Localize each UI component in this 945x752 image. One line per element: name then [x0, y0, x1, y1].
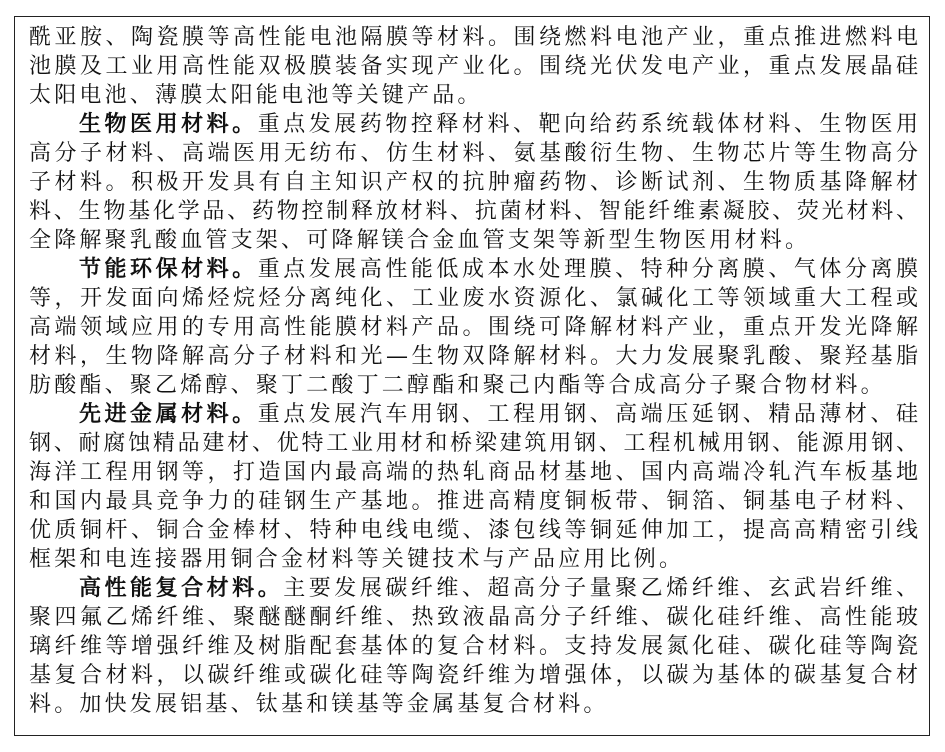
- line-text: 钢、耐腐蚀精品建材、优特工业用材和桥梁建筑用钢、工程机械用钢、能源用钢、: [29, 431, 919, 456]
- line-text: 璃纤维等增强纤维及树脂配套基体的复合材料。支持发展氮化硅、碳化硅等陶瓷: [29, 634, 919, 659]
- paragraph-line: [29, 632, 919, 661]
- line-text: 料、生物基化学品、药物控制释放材料、抗菌材料、智能纤维素凝胶、荧光材料、: [29, 199, 919, 224]
- line-text: 酰亚胺、陶瓷膜等高性能电池隔膜等材料。围绕燃料电池产业，重点推进燃料电: [29, 25, 919, 50]
- line-text: 重点发展高性能低成本水处理膜、特种分离膜、气体分离膜: [257, 257, 919, 282]
- paragraph-line: [29, 168, 919, 197]
- line-text: 高端领域应用的专用高性能膜材料产品。围绕可降解材料产业，重点开发光降解: [29, 315, 919, 340]
- paragraph-line: [29, 110, 919, 139]
- section-heading: 节能环保材料。: [79, 256, 258, 282]
- line-text: 框架和电连接器用铜合金材料等关键技术与产品应用比例。: [29, 547, 685, 572]
- paragraph-line: [29, 313, 919, 342]
- paragraph-line: [29, 255, 919, 284]
- line-text: 子材料。积极开发具有自主知识产权的抗肿瘤药物、诊断试剂、生物质基降解材: [29, 170, 919, 195]
- paragraph-line: [29, 23, 919, 52]
- paragraph-line: [29, 487, 919, 516]
- line-text: 优质铜杆、铜合金棒材、特种电线电缆、漆包线等铜延伸加工，提高高精密引线: [29, 518, 919, 543]
- line-text: 重点发展汽车用钢、工程用钢、高端压延钢、精品薄材、硅: [257, 402, 919, 427]
- paragraph-line: [29, 661, 919, 690]
- paragraph-line: [29, 690, 919, 719]
- paragraph-line: [29, 429, 919, 458]
- paragraph-line: [29, 371, 919, 400]
- line-text: 基复合材料，以碳纤维或碳化硅等陶瓷纤维为增强体，以碳为基体的碳基复合材: [29, 663, 919, 688]
- line-text: 等，开发面向烯烃烷烃分离纯化、工业废水资源化、氯碱化工等领域重大工程或: [29, 286, 919, 311]
- paragraph-line: [29, 400, 919, 429]
- paragraph-line: [29, 284, 919, 313]
- paragraph-line: [29, 545, 919, 574]
- paragraph-line: [29, 226, 919, 255]
- section-heading: 生物医用材料。: [79, 111, 258, 137]
- line-text: 肪酸酯、聚乙烯醇、聚丁二酸丁二醇酯和聚己内酯等合成高分子聚合物材料。: [29, 373, 886, 398]
- line-text: 和国内最具竞争力的硅钢生产基地。推进高精度铜板带、铜箔、铜基电子材料、: [29, 489, 919, 514]
- line-text: 重点发展药物控释材料、靶向给药系统载体材料、生物医用: [257, 112, 919, 137]
- paragraph-line: [29, 516, 919, 545]
- line-text: 池膜及工业用高性能双极膜装备实现产业化。围绕光伏发电产业，重点发展晶硅: [29, 54, 919, 79]
- line-text: 聚四氟乙烯纤维、聚醚醚酮纤维、热致液晶高分子纤维、碳化硅纤维、高性能玻: [29, 605, 919, 630]
- line-text: 材料，生物降解高分子材料和光—生物双降解材料。大力发展聚乳酸、聚羟基脂: [29, 344, 919, 369]
- line-text: 全降解聚乳酸血管支架、可降解镁合金血管支架等新型生物医用材料。: [29, 228, 811, 253]
- paragraph-line: [29, 603, 919, 632]
- paragraph-line: [29, 52, 919, 81]
- line-text: 高分子材料、高端医用无纺布、仿生材料、氨基酸衍生物、生物芯片等生物高分: [29, 141, 919, 166]
- line-text: 太阳电池、薄膜太阳能电池等关键产品。: [29, 83, 483, 108]
- section-heading: 先进金属材料。: [79, 401, 258, 427]
- document-body: [29, 23, 919, 719]
- section-heading: 高性能复合材料。: [79, 575, 284, 601]
- paragraph-line: [29, 139, 919, 168]
- paragraph-line: [29, 342, 919, 371]
- paragraph-line: [29, 197, 919, 226]
- paragraph-line: [29, 81, 919, 110]
- line-text: 海洋工程用钢等，打造国内最高端的热轧商品材基地、国内高端冷轧汽车板基地: [29, 460, 919, 485]
- line-text: 料。加快发展铝基、钛基和镁基等金属基复合材料。: [29, 692, 609, 717]
- paragraph-line: [29, 458, 919, 487]
- line-text: 主要发展碳纤维、超高分子量聚乙烯纤维、玄武岩纤维、: [283, 576, 919, 601]
- paragraph-line: [29, 574, 919, 603]
